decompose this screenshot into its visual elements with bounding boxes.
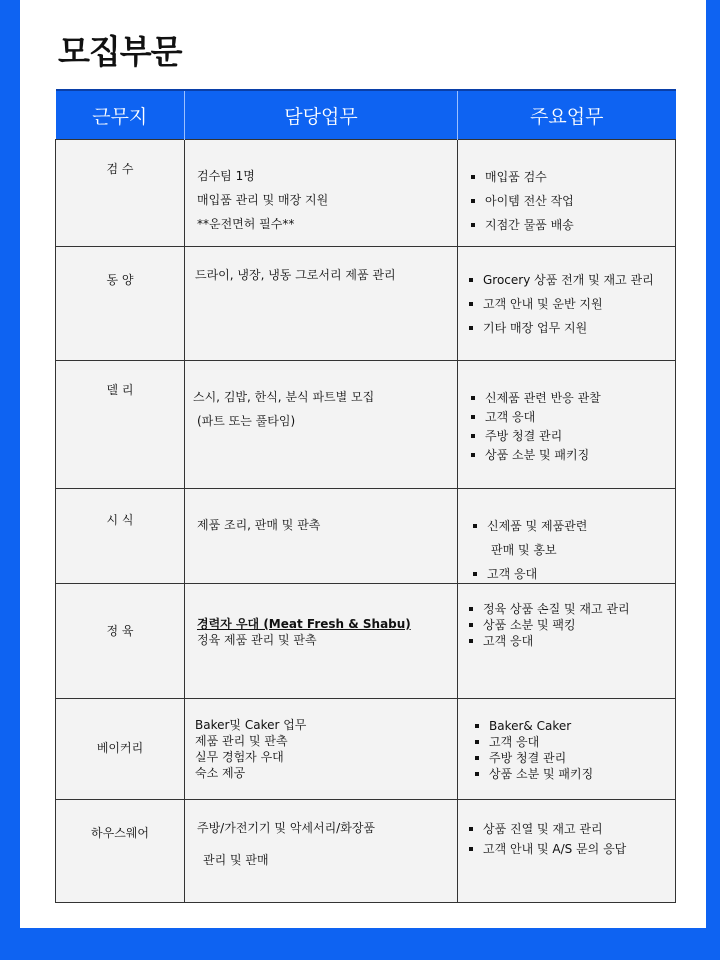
duty-line: 드라이, 냉장, 냉동 그로서리 제품 관리 xyxy=(195,268,396,282)
task-item: 상품 소분 및 패키징 xyxy=(475,766,674,782)
duty-line: 정육 제품 관리 및 판촉 xyxy=(197,633,317,647)
duty-line: 스시, 김밥, 한식, 분식 파트별 모집 xyxy=(193,390,375,404)
table-header-row xyxy=(56,90,676,140)
table-row xyxy=(56,489,676,584)
table-row xyxy=(56,140,676,247)
table-row xyxy=(56,800,676,903)
duties-cell xyxy=(185,584,458,699)
location-label: 검 수 xyxy=(106,162,134,176)
duty-line-highlight: 경력자 우대 (Meat Fresh & Shabu) xyxy=(197,617,411,631)
task-item: 상품 진열 및 재고 관리 xyxy=(469,821,674,837)
duty-line: 검수팀 1명 xyxy=(197,169,255,183)
duty-line: (파트 또는 풀타임) xyxy=(197,414,296,428)
location-label: 시 식 xyxy=(106,513,134,527)
duty-line: **운전면허 필수** xyxy=(197,217,295,231)
header-tasks: 주요업무 xyxy=(458,90,676,140)
tasks-cell xyxy=(458,489,676,584)
tasks-cell xyxy=(458,699,676,800)
task-item-continuation: 판매 및 홍보 xyxy=(491,543,557,557)
location-label: 정 육 xyxy=(106,624,134,638)
table-row xyxy=(56,361,676,489)
task-item: 고객 응대 xyxy=(469,633,674,649)
duty-line: 매입품 관리 및 매장 지원 xyxy=(197,193,329,207)
task-item: 정육 상품 손질 및 재고 관리 xyxy=(469,601,674,617)
location-cell xyxy=(56,140,185,247)
duties-cell xyxy=(185,489,458,584)
task-item: 고객 응대 xyxy=(471,409,674,425)
location-label: 하우스웨어 xyxy=(91,826,149,840)
table-row xyxy=(56,699,676,800)
task-item: 신제품 및 제품관련 xyxy=(473,518,674,534)
header-duties: 담당업무 xyxy=(185,90,458,140)
location-cell xyxy=(56,800,185,903)
duties-cell xyxy=(185,361,458,489)
duty-line: 관리 및 판매 xyxy=(203,853,269,867)
page-title: 모집부문 xyxy=(58,32,182,71)
task-item: 고객 안내 및 운반 지원 xyxy=(469,296,674,312)
location-cell xyxy=(56,699,185,800)
tasks-cell xyxy=(458,800,676,903)
task-item: 주방 청결 관리 xyxy=(471,428,674,444)
duty-line: 실무 경험자 우대 xyxy=(195,750,284,764)
bottom-border xyxy=(0,928,720,960)
task-item: 상품 소분 및 팩킹 xyxy=(469,617,674,633)
task-item: 고객 응대 xyxy=(475,734,674,750)
location-cell xyxy=(56,361,185,489)
location-label: 베이커리 xyxy=(96,741,144,755)
recruitment-table xyxy=(55,89,676,903)
location-cell xyxy=(56,489,185,584)
duty-line: Baker및 Caker 업무 xyxy=(195,718,307,732)
left-border xyxy=(0,0,20,960)
task-item: Baker& Caker xyxy=(475,718,674,734)
table-row xyxy=(56,584,676,699)
task-item: 고객 응대 xyxy=(473,566,674,582)
duty-line: 숙소 제공 xyxy=(195,766,246,780)
task-item: 상품 소분 및 패키징 xyxy=(471,447,674,463)
header-location: 근무지 xyxy=(56,90,185,140)
duties-cell xyxy=(185,699,458,800)
location-label: 동 양 xyxy=(106,273,134,287)
duty-line: 제품 관리 및 판촉 xyxy=(195,734,288,748)
tasks-cell xyxy=(458,361,676,489)
task-item: 기타 매장 업무 지원 xyxy=(469,320,674,336)
task-item: 지점간 물품 배송 xyxy=(471,217,674,233)
location-cell xyxy=(56,584,185,699)
location-label: 델 리 xyxy=(106,383,134,397)
task-item: 아이템 전산 작업 xyxy=(471,193,674,209)
duty-line: 제품 조리, 판매 및 판촉 xyxy=(197,518,321,532)
task-item: 신제품 관련 반응 관찰 xyxy=(471,390,674,406)
duties-cell xyxy=(185,247,458,361)
task-item: Grocery 상품 전개 및 재고 관리 xyxy=(469,272,674,288)
tasks-cell xyxy=(458,140,676,247)
duty-line: 주방/가전기기 및 악세서리/화장품 xyxy=(197,821,376,835)
table-row xyxy=(56,247,676,361)
duties-cell xyxy=(185,140,458,247)
task-item: 고객 안내 및 A/S 문의 응답 xyxy=(469,841,674,857)
location-cell xyxy=(56,247,185,361)
tasks-cell xyxy=(458,247,676,361)
task-item: 주방 청결 관리 xyxy=(475,750,674,766)
tasks-cell xyxy=(458,584,676,699)
duties-cell xyxy=(185,800,458,903)
right-border xyxy=(706,0,720,960)
task-item: 매입품 검수 xyxy=(471,169,674,185)
